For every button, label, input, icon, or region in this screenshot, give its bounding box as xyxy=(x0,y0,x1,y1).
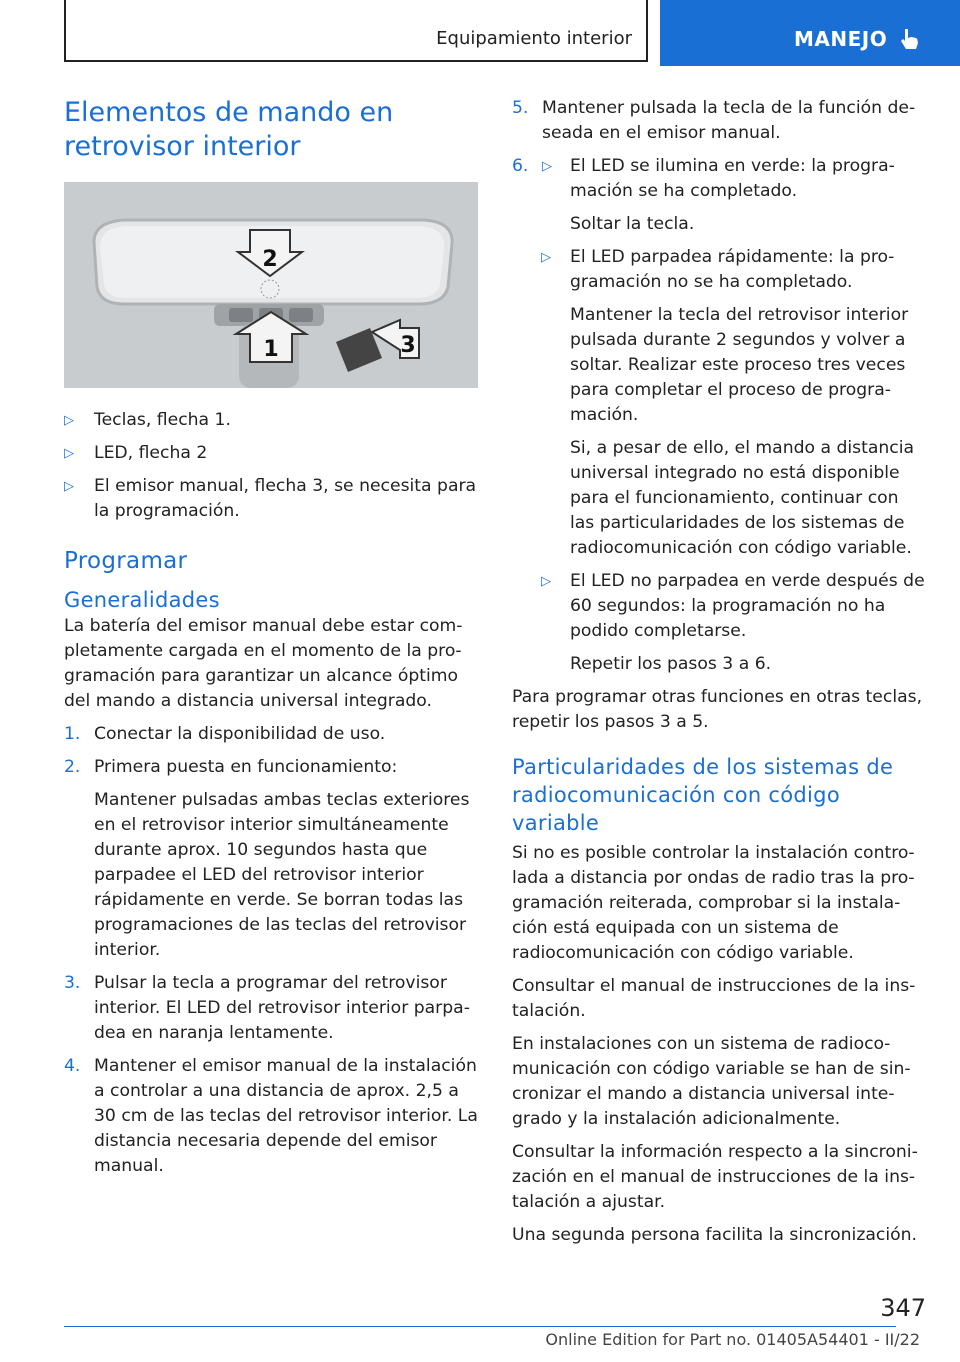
right-column xyxy=(512,96,926,1256)
step-detail: Si, a pesar de ello, el mando a distancia universal integrado no está disponible para el funcionamiento, continuar con las particularidades de los sistemas de radiocomunicación con código variable. xyxy=(570,438,915,558)
list-item: ▷ El LED no parpadea en verde después de 60 segundos: la programación no ha podido completarse. xyxy=(541,571,925,641)
step-item: 6. ▷ El LED se ilumina en verde: la programación se ha completado. xyxy=(512,156,895,201)
page-header xyxy=(0,0,960,66)
list-item: ▷ Teclas, flecha 1. xyxy=(64,408,478,433)
list-item: ▷ El emisor manual, flecha 3, se necesita para la programación. xyxy=(64,476,477,521)
paragraph: Una segunda persona facilita la sincronización. xyxy=(512,1225,917,1245)
step-item: 1. Conectar la disponibilidad de uso. xyxy=(64,724,386,744)
step-item: 4. Mantener el emisor manual de la instalación a controlar a una distancia de aprox. 2,5 a 30 cm de las teclas del retrovisor interior. La distancia necesaria depende del emisor manual. xyxy=(64,1056,478,1176)
section-title: Equipamiento interior xyxy=(436,28,632,49)
step-detail: Mantener pulsadas ambas teclas exteriores en el retrovisor interior simultáneamente durante aprox. 10 segundos hasta que parpadee el LED del retrovisor interior rápidamente en verde. Se borran todas las programaciones de las teclas del retrovisor interior. xyxy=(94,790,470,960)
step-item: 5. Mantener pulsada la tecla de la función deseada en el emisor manual. xyxy=(512,98,916,143)
hand-pointer-icon xyxy=(896,26,922,52)
paragraph: Consultar la información respecto a la sincronización en el manual de instrucciones de la instalación a ajustar. xyxy=(512,1142,918,1212)
figure-label-3: 3 xyxy=(400,333,416,358)
paragraph: Consultar el manual de instrucciones de la instalación. xyxy=(512,976,916,1021)
page-number: 347 xyxy=(880,1294,926,1322)
paragraph: En instalaciones con un sistema de radiocomunicación con código variable se han de sincronizar el mando a distancia universal integrado y la instalación adicionalmente. xyxy=(512,1034,911,1129)
step-item: 3. Pulsar la tecla a programar del retrovisor interior. El LED del retrovisor interior parpadea en naranja lentamente. xyxy=(64,973,470,1043)
list-item: ▷ El LED parpadea rápidamente: la programación no se ha completado. xyxy=(541,247,895,292)
list-item: ▷ LED, flecha 2 xyxy=(64,441,478,466)
triangle-bullet-icon: ▷ xyxy=(64,479,74,494)
triangle-bullet-icon: ▷ xyxy=(64,446,74,461)
particularidades-heading: Particularidades de los sistemas de radiocomunicación con código variable xyxy=(512,755,894,835)
section-box xyxy=(64,0,648,62)
mirror-figure xyxy=(64,182,478,388)
chapter-tab xyxy=(660,0,960,66)
section-heading: Elementos de mando en retrovisor interior xyxy=(64,97,394,162)
chapter-title: MANEJO xyxy=(794,27,888,51)
triangle-bullet-icon: ▷ xyxy=(64,413,74,428)
generalidades-heading: Generalidades xyxy=(64,588,220,612)
edition-note: Online Edition for Part no. 01405A54401 - II/22 xyxy=(545,1330,920,1349)
triangle-bullet-icon: ▷ xyxy=(541,574,551,589)
step-detail: Soltar la tecla. xyxy=(570,214,695,234)
triangle-bullet-icon: ▷ xyxy=(541,250,551,265)
figure-label-1: 1 xyxy=(263,337,279,362)
paragraph: Para programar otras funciones en otras teclas, repetir los pasos 3 a 5. xyxy=(512,687,923,732)
figure-label-2: 2 xyxy=(262,247,278,272)
paragraph: Si no es posible controlar la instalación controlada a distancia por ondas de radio tras la programación reiterada, comprobar si la instalación está equipada con un sistema de radiocomunicación con código variable. xyxy=(512,843,915,963)
programar-heading: Programar xyxy=(64,548,188,574)
footer-rule xyxy=(64,1326,896,1327)
triangle-bullet-icon: ▷ xyxy=(542,159,552,174)
mirror-illustration xyxy=(64,182,478,388)
step-detail: Repetir los pasos 3 a 6. xyxy=(570,654,772,674)
step-item: 2. Primera puesta en funcionamiento: xyxy=(64,757,398,777)
intro-paragraph: La batería del emisor manual debe estar completamente cargada en el momento de la programación para garantizar un alcance óptimo del mando a distancia universal integrado. xyxy=(64,616,463,711)
left-column xyxy=(64,96,478,1187)
step-detail: Mantener la tecla del retrovisor interior pulsada durante 2 segundos y volver a soltar. Realizar este proceso tres veces para completar el proceso de programación. xyxy=(570,305,909,425)
